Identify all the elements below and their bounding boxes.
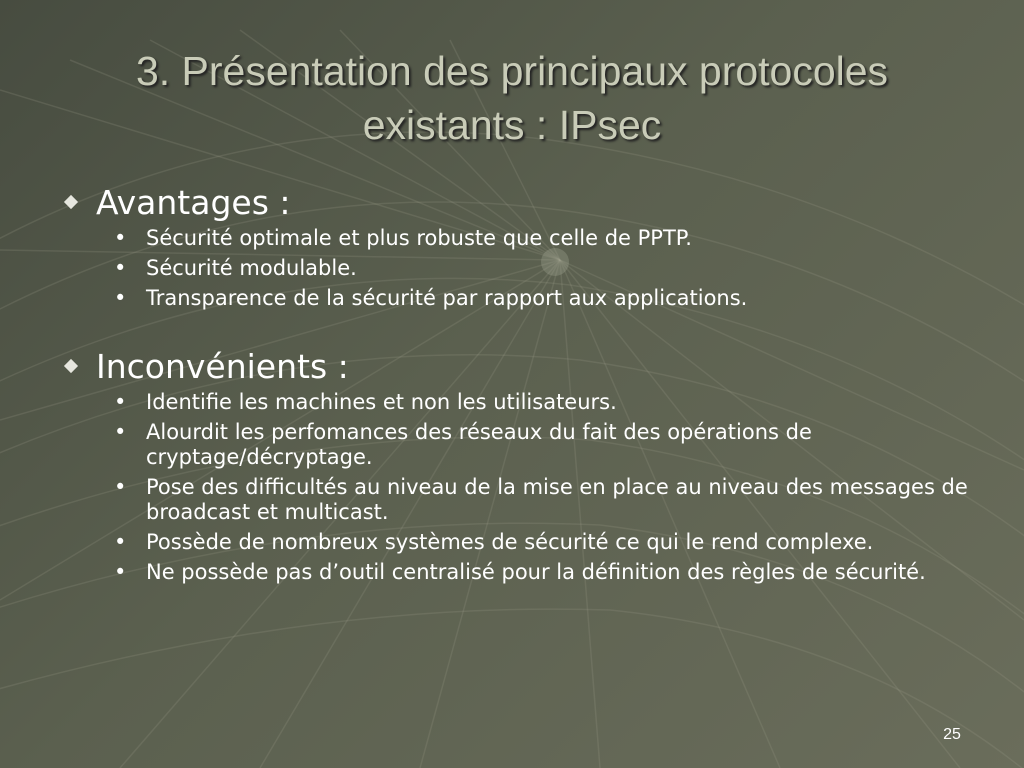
- section-heading-label: Avantages :: [96, 182, 291, 222]
- list-item: [113, 530, 982, 555]
- list-item: [113, 286, 982, 311]
- dot-bullet-icon: •: [114, 475, 127, 499]
- dot-bullet-icon: •: [114, 286, 127, 310]
- list-item-text: Sécurité optimale et plus robuste que celle de PPTP.: [146, 226, 692, 250]
- dot-bullet-icon: •: [114, 226, 127, 250]
- list-item: [113, 475, 982, 525]
- list-item: [113, 256, 982, 281]
- page-number: 25: [943, 726, 961, 743]
- slide-title: 3. Présentation des principaux protocoles existants : IPsec: [135, 48, 889, 148]
- dot-bullet-icon: •: [114, 256, 127, 280]
- bullet-list: [62, 226, 982, 311]
- list-item-text: Alourdit les perfomances des réseaux du fait des opérations de cryptage/décryptage.: [146, 420, 812, 469]
- list-item-text: Identifie les machines et non les utilisateurs.: [146, 390, 617, 414]
- list-item-text: Ne possède pas d’outil centralisé pour la définition des règles de sécurité.: [146, 560, 926, 584]
- dot-bullet-icon: •: [114, 530, 127, 554]
- list-item: [113, 390, 982, 415]
- section-heading: [62, 180, 982, 224]
- list-item: [113, 226, 982, 251]
- diamond-bullet-icon: [64, 359, 78, 373]
- section-heading-label: Inconvénients :: [96, 346, 349, 386]
- list-item-text: Sécurité modulable.: [146, 256, 357, 280]
- section-disadvantages: [62, 344, 982, 590]
- list-item-text: Possède de nombreux systèmes de sécurité ce qui le rend complexe.: [146, 530, 874, 554]
- section-advantages: [62, 180, 982, 316]
- diamond-bullet-icon: [64, 195, 78, 209]
- list-item-text: Transparence de la sécurité par rapport aux applications.: [146, 286, 748, 310]
- dot-bullet-icon: •: [114, 420, 127, 444]
- dot-bullet-icon: •: [114, 390, 127, 414]
- bullet-list: [62, 390, 982, 585]
- section-heading: [62, 344, 982, 388]
- dot-bullet-icon: •: [114, 560, 127, 584]
- list-item: [113, 420, 982, 470]
- list-item-text: Pose des difficultés au niveau de la mise en place au niveau des messages de broadcast et multicast.: [146, 475, 968, 524]
- list-item: [113, 560, 982, 585]
